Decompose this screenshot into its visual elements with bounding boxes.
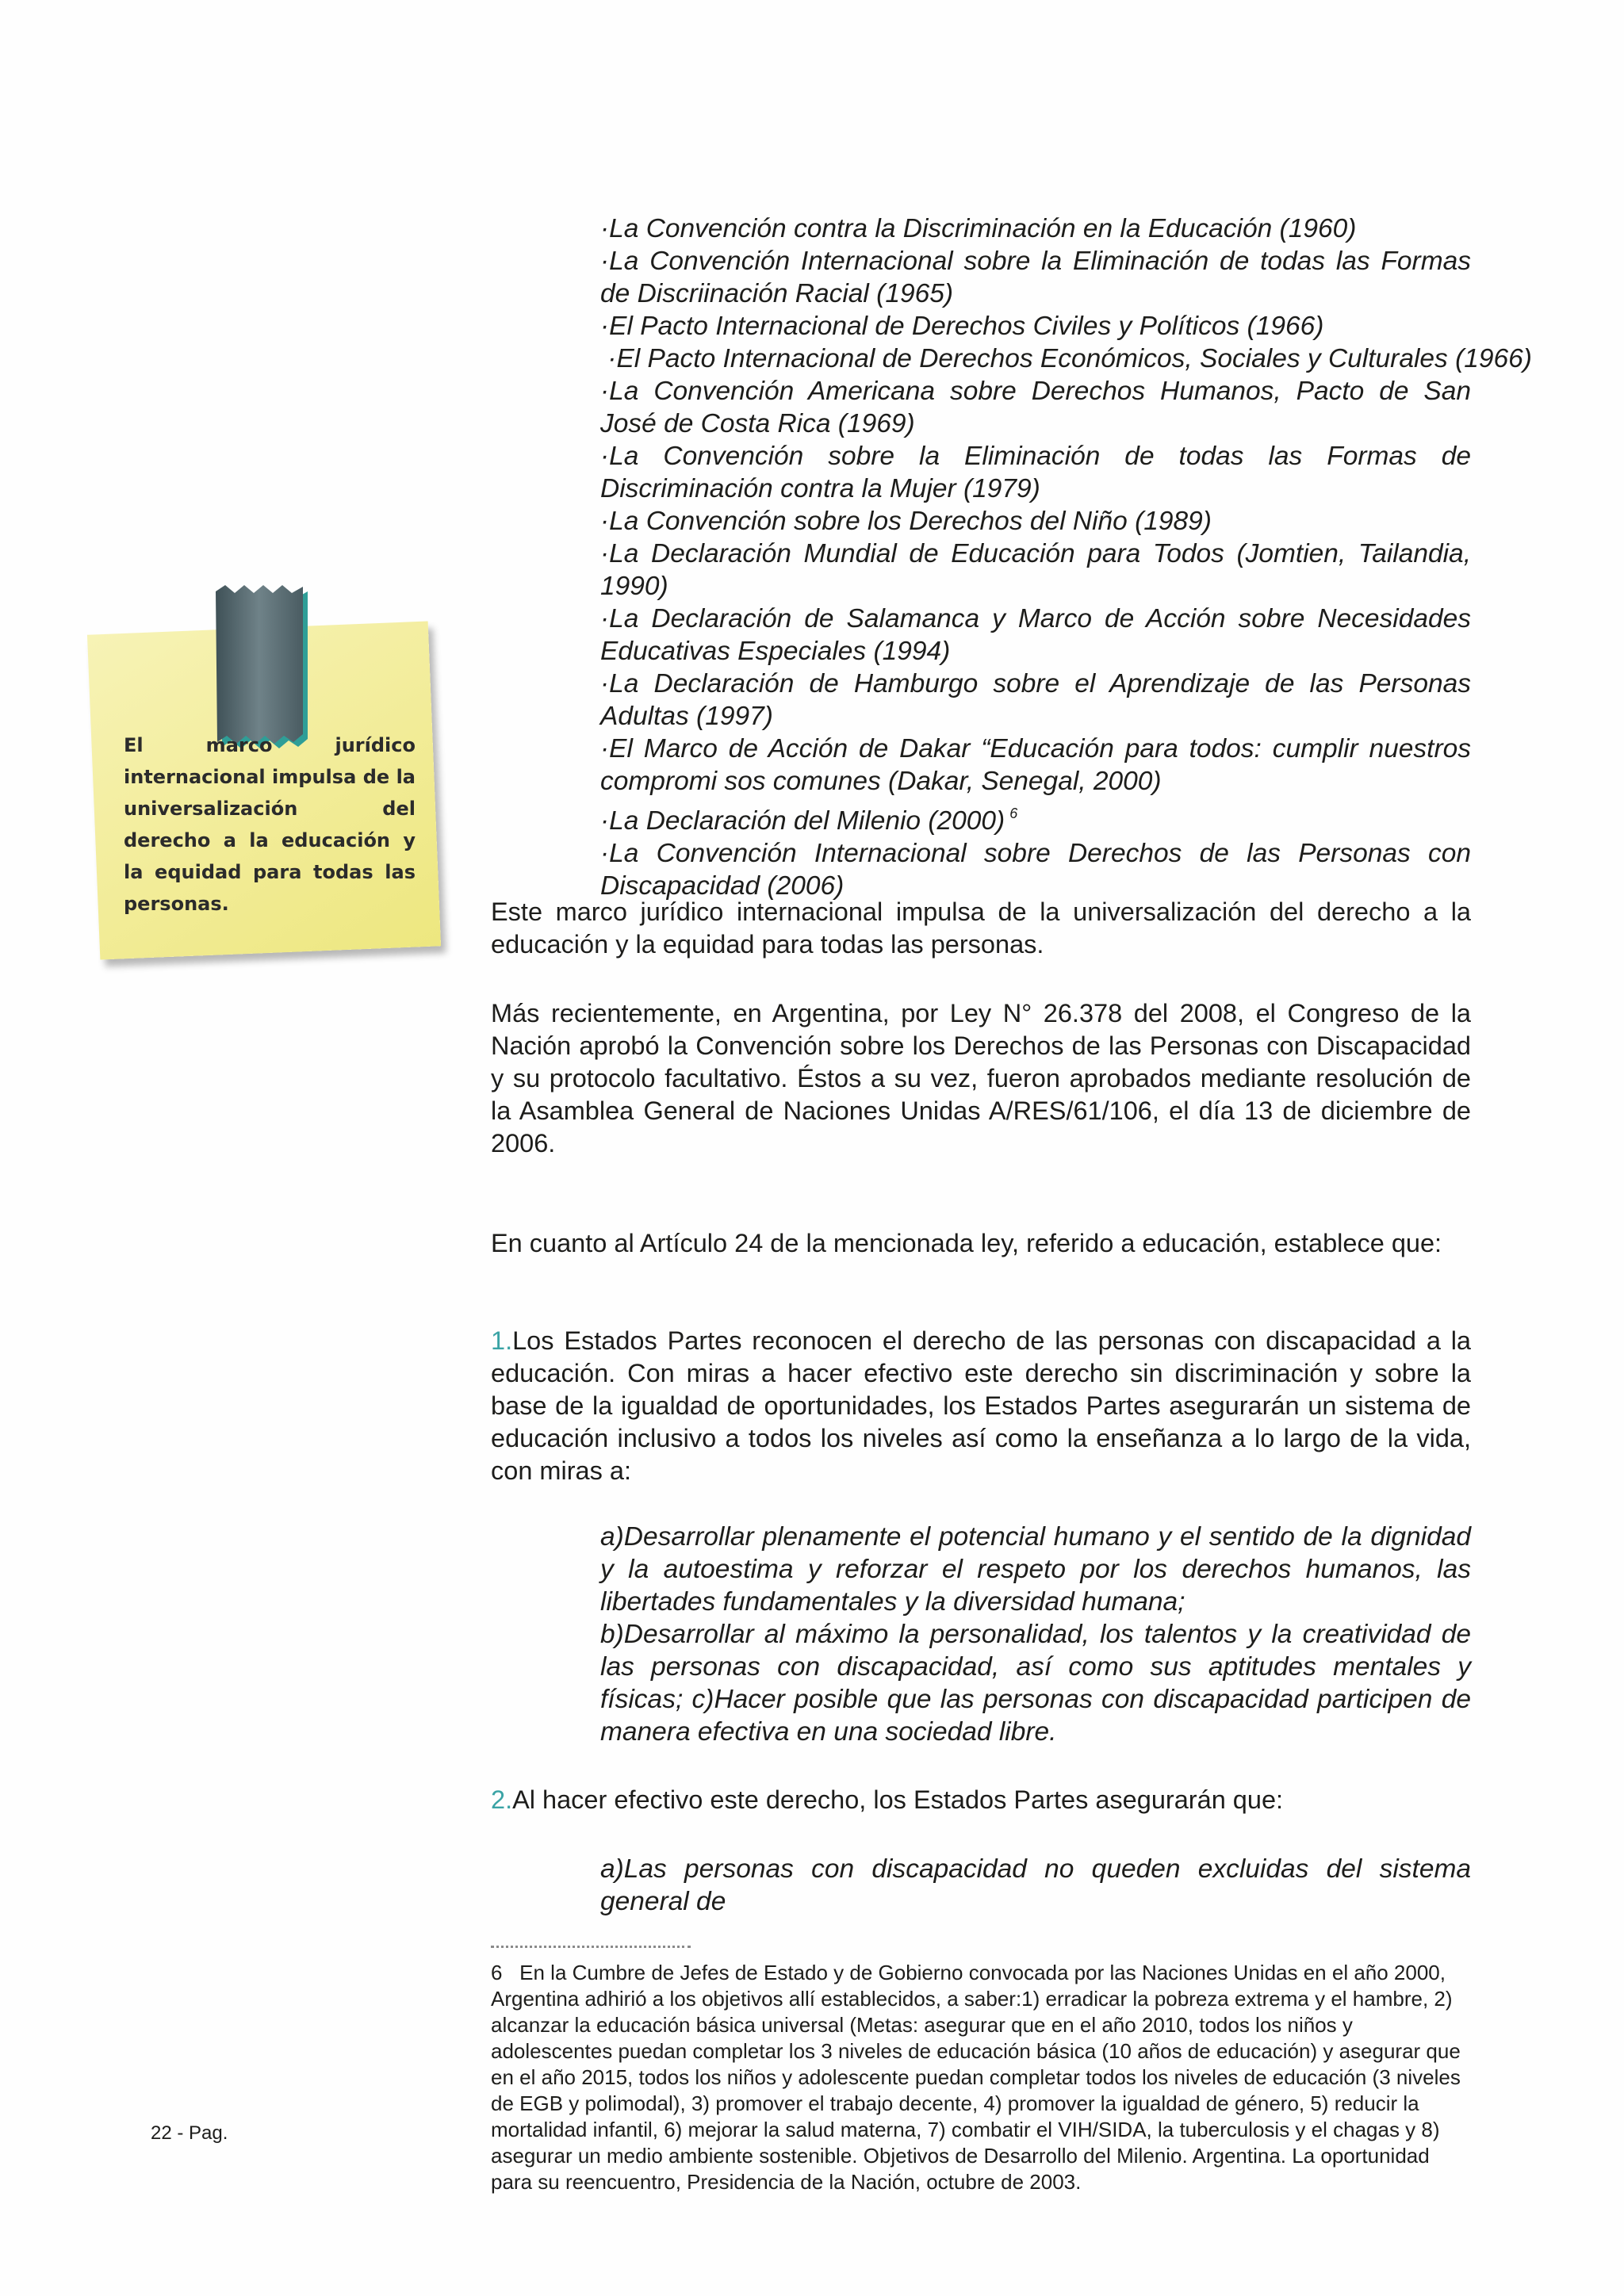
treaty-item: ·El Pacto Internacional de Derechos Económicos, Sociales y Culturales (1966) [600,344,1532,373]
footnote-number: 6 [491,1961,503,1984]
treaty-item-text: ·La Declaración del Milenio (2000) [600,806,1005,836]
item-number: 2. [491,1785,513,1814]
treaty-item: ·La Declaración Mundial de Educación para Todos (Jomtien, Tailandia, 1990) [600,539,1471,601]
page-number: 22 - Pag. [151,2122,228,2144]
treaty-item: ·El Pacto Internacional de Derechos Civiles y Políticos (1966) [600,312,1324,341]
paragraph: En cuanto al Artículo 24 de la mencionada ley, referido a educación, establece que: [491,1229,1442,1257]
tape-icon [209,584,312,750]
footnote [491,1960,1471,2195]
treaty-item: ·La Declaración de Hamburgo sobre el Aprendizaje de las Personas Adultas (1997) [600,669,1471,731]
treaty-item: ·La Convención sobre los Derechos del Niño (1989) [600,507,1212,536]
treaty-item: ·La Convención contra la Discriminación en la Educación (1960) [600,214,1357,243]
treaty-item: ·La Declaración de Salamanca y Marco de Acción sobre Necesidades Educativas Especiales (1994) [600,604,1471,666]
treaty-item: ·La Convención Internacional sobre la Eliminación de todas las Formas de Discriinación Racial (1965) [600,247,1471,308]
treaty-item [600,798,1471,837]
treaty-item: ·La Convención Americana sobre Derechos Humanos, Pacto de San José de Costa Rica (1969) [600,377,1471,438]
treaty-item: ·El Marco de Acción de Dakar “Educación para todos: cumplir nuestros compromi sos comunes (Dakar, Senegal, 2000) [600,734,1471,796]
article-item-1 [491,1325,1471,1487]
item-number: 1. [491,1326,513,1355]
sidenote-text: El marco jurídico internacional impulsa de la universalización del derecho a la educación y la equidad para todas las personas. [124,734,416,915]
treaty-list [600,212,1532,902]
item-text: Al hacer efectivo este derecho, los Estados Partes asegurarán que: [512,1785,1284,1814]
treaty-item: ·La Convención sobre la Eliminación de todas las Formas de Discriminación contra la Mujer (1979) [600,442,1471,503]
item-text: Los Estados Partes reconocen el derecho de las personas con discapacidad a la educación. Con miras a hacer efectivo este derecho sin discriminación y sobre la base de la igualdad de oportunidades, los Estados Partes asegurarán un sistema de educación inclusivo a todos los niveles así como la enseñanza a lo largo de la vida, con miras a: [491,1326,1471,1485]
subitem: a)Las personas con discapacidad no queden excluidas del sistema general de [600,1854,1471,1916]
treaty-item: ·La Convención Internacional sobre Derechos de las Personas con Discapacidad (2006) [600,839,1471,901]
footnote-reference[interactable]: 6 [1009,806,1018,821]
subitems: a)Desarrollar plenamente el potencial humano y el sentido de la dignidad y la autoestima y reforzar el respeto por los derechos humanos, las libertades fundamentales y la diversidad humana; b)Desarrollar al máximo la personalidad, los talentos y la creatividad de las personas con discapacidad, así como sus aptitudes mentales y físicas; c)Hacer posible que las personas con discapacidad participen de manera efectiva en una sociedad libre. [600,1522,1471,1747]
paragraph: Este marco jurídico internacional impulsa de la universalización del derecho a la educación y la equidad para todas las personas. [491,897,1471,959]
paragraph: Más recientemente, en Argentina, por Ley N° 26.378 del 2008, el Congreso de la Nación aprobó la Convención sobre los Derechos de las Personas con Discapacidad y su protocolo facultativo. Éstos a su vez, fueron aprobados mediante resolución de la Asamblea General de Naciones Unidas A/RES/61/106, el día 13 de diciembre de 2006. [491,999,1471,1158]
article-item-2 [491,1784,1471,1816]
footnote-separator [491,1946,691,1948]
footnote-text: En la Cumbre de Jefes de Estado y de Gobierno convocada por las Naciones Unidas en el año 2000, Argentina adhirió a los objetivos allí establecidos, a saber:1) erradicar la pobreza extrema y el hambre, 2) alcanzar la educación básica universal (Metas: asegurar que en el año 2010, todos los niños y adolescentes puedan completar los 3 niveles de educación básica (10 años de educación) y asegurar que en el año 2015, todos los niños y adolescente puedan completar todos los niveles de educación (3 niveles de EGB y polimodal), 3) promover el trabajo decente, 4) promover la igualdad de género, 5) reducir la mortalidad infantil, 6) mejorar la salud materna, 7) combatir el VIH/SIDA, la tuberculosis y el chagas y 8) asegurar un medio ambiente sostenible. Objetivos de Desarrollo del Milenio. Argentina. La oportunidad para su reencuentro, Presidencia de la Nación, octubre de 2003. [491,1961,1461,2194]
